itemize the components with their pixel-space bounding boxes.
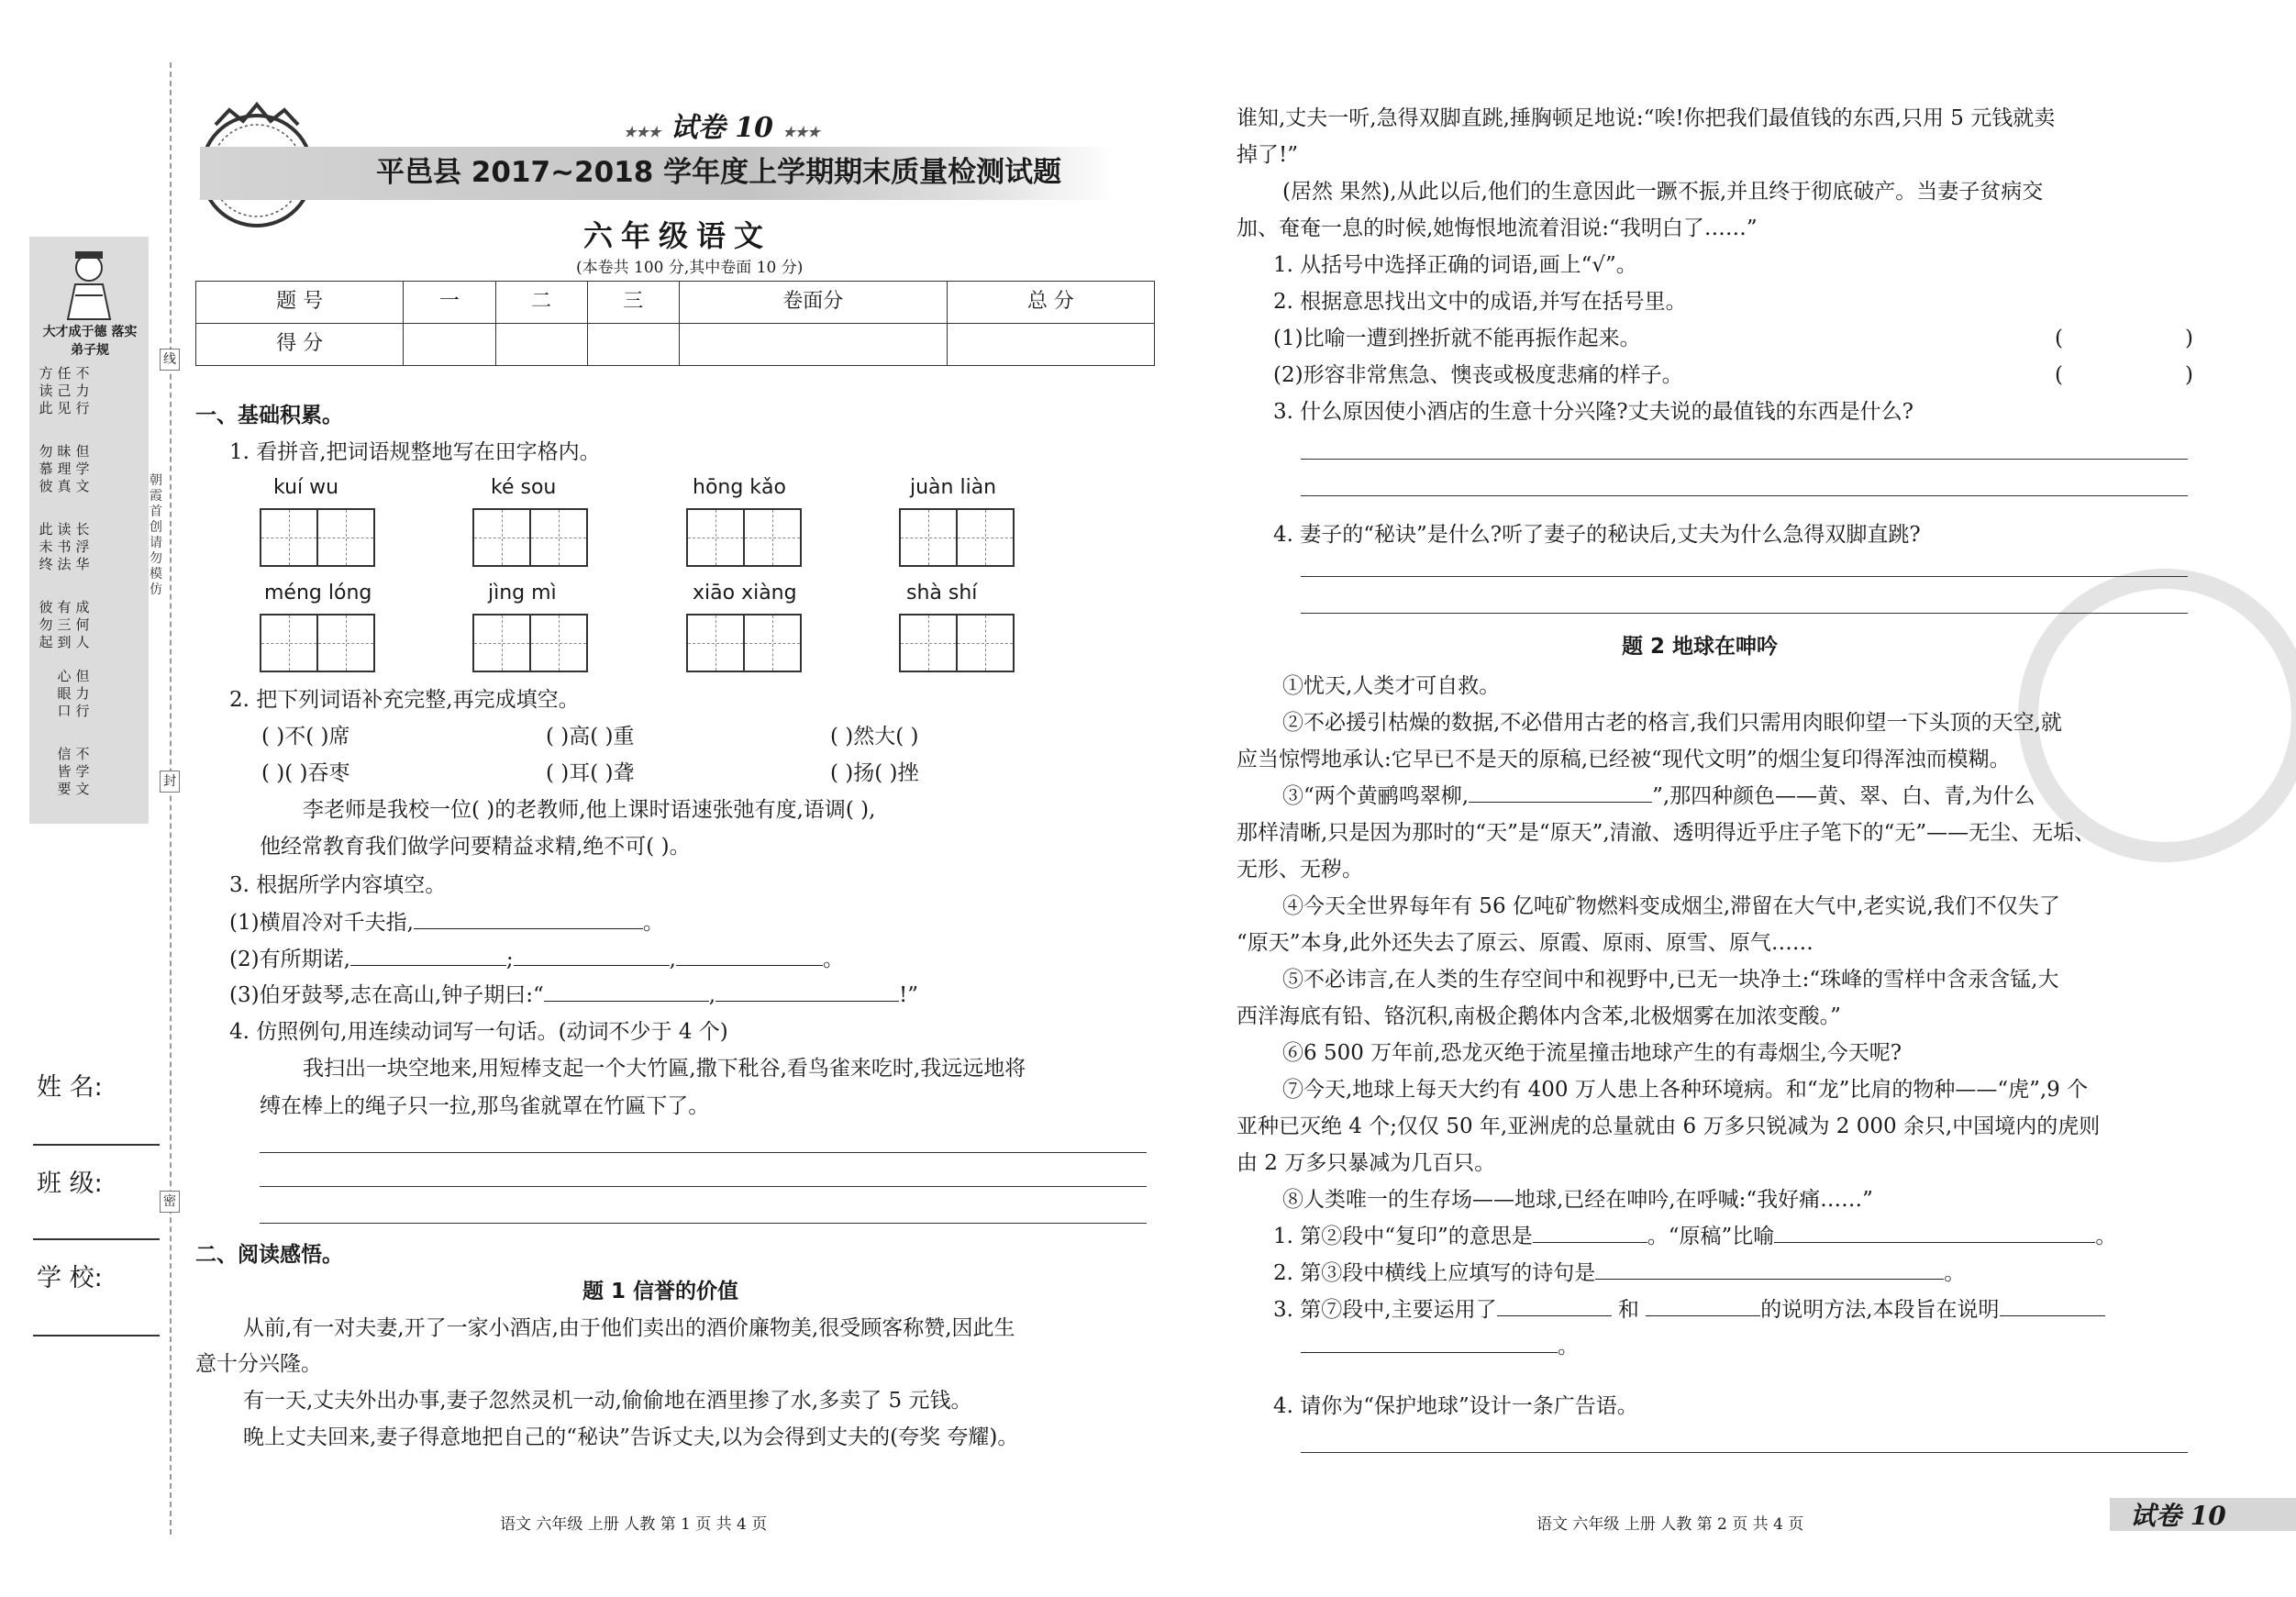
passage-text: ④今天全世界每年有 56 亿吨矿物燃料变成烟尘,滞留在大气中,老实说,我们不仅失了 xyxy=(1282,894,2060,918)
motto-col: 勿慕彼 xyxy=(39,443,53,494)
answer-blank[interactable] xyxy=(1533,1225,1647,1243)
passage-text: 有一天,丈夫外出办事,妻子忽然灵机一动,偷偷地在酒里掺了水,多卖了 5 元钱。 xyxy=(243,1389,972,1413)
passage-text: 意十分兴隆。 xyxy=(195,1352,322,1376)
answer-blank[interactable] xyxy=(1469,784,1652,803)
tianzige-grid[interactable] xyxy=(686,614,802,672)
poem-fill-2: (2)有所期诺, ; , 。 xyxy=(229,948,844,971)
answer-blank[interactable] xyxy=(514,948,670,966)
page-footer: 语文 六年级 上册 人教 第 2 页 共 4 页 xyxy=(1536,1515,1804,1534)
question: 3. 什么原因使小酒店的生意十分兴隆?丈夫说的最值钱的东西是什么? xyxy=(1273,400,1913,424)
answer-blank[interactable] xyxy=(1301,1335,1558,1353)
cut-label: 线 xyxy=(160,349,180,371)
idiom-fill[interactable]: ( )( )吞枣 xyxy=(261,761,350,785)
section-1-heading: 一、基础积累。 xyxy=(195,404,343,427)
passage-text: 晚上丈夫回来,妻子得意地把自己的“秘诀”告诉丈夫,以为会得到丈夫的(夸奖 夸耀)。 xyxy=(243,1425,1019,1449)
score-table xyxy=(195,281,1155,366)
motto-col: 成何人 xyxy=(75,599,90,650)
answer-line[interactable] xyxy=(1301,1452,2188,1453)
motto-col: 长浮华 xyxy=(75,521,90,572)
scholar-figure-icon xyxy=(57,248,121,321)
tianzige-grid[interactable] xyxy=(260,614,375,672)
passage-text: ③“两个黄鹂鸣翠柳, ”,那四种颜色——黄、翠、白、青,为什么 xyxy=(1282,784,2035,808)
question: 1. 第②段中“复印”的意思是 。“原稿”比喻 。 xyxy=(1273,1225,2117,1248)
score-input[interactable] xyxy=(495,324,587,366)
tianzige-grid[interactable] xyxy=(472,508,588,567)
motto-col: 但学文 xyxy=(75,443,90,494)
table-cell: 一 xyxy=(404,282,495,324)
motto-col: 不力行 xyxy=(75,365,90,416)
motto-col: 彼勿起 xyxy=(39,599,53,650)
answer-paren[interactable]: ( xyxy=(2055,327,2063,350)
table-cell: 得 分 xyxy=(196,324,404,366)
margin-strip xyxy=(29,237,149,824)
pinyin: ké sou xyxy=(491,476,557,499)
table-cell: 总 分 xyxy=(947,282,1154,324)
idiom-fill[interactable]: ( )然大( ) xyxy=(830,725,919,749)
answer-blank[interactable] xyxy=(2000,1298,2105,1316)
fill-paragraph: 李老师是我校一位( )的老教师,他上课时语速张弛有度,语调( ), xyxy=(303,798,876,822)
answer-blank[interactable] xyxy=(544,983,709,1002)
passage-text: 西洋海底有铅、铬沉积,南极企鹅体内含苯,北极烟雾在加浓变酸。” xyxy=(1237,1004,1841,1028)
question: 1. 从括号中选择正确的词语,画上“√”。 xyxy=(1273,253,1637,277)
answer-line[interactable] xyxy=(260,1152,1147,1153)
poem-fill-3: (3)伯牙鼓琴,志在高山,钟子期曰:“ , !” xyxy=(229,983,919,1007)
name-label: 姓 名: xyxy=(37,1073,103,1102)
answer-line[interactable] xyxy=(1301,613,2188,614)
question: 2. 根据意思找出文中的成语,并写在括号里。 xyxy=(1273,290,1687,314)
motto-col: 但力行 xyxy=(75,668,90,719)
subject-title: 六年级语文 xyxy=(583,218,772,253)
answer-line[interactable] xyxy=(1301,495,2188,496)
table-cell: 二 xyxy=(495,282,587,324)
motto-col: 此未终 xyxy=(39,521,53,572)
answer-paren: ) xyxy=(2185,327,2193,350)
motto-col: 昧理真 xyxy=(57,443,72,494)
passage-text: ①忧天,人类才可自救。 xyxy=(1282,674,1501,698)
passage-text: 谁知,丈夫一听,急得双脚直跳,捶胸顿足地说:“唉!你把我们最值钱的东西,只用 5 元钱就卖 xyxy=(1237,106,2056,130)
question-3: 3. 根据所学内容填空。 xyxy=(229,873,447,897)
score-input[interactable] xyxy=(404,324,495,366)
passage-text: ⑦今天,地球上每天大约有 400 万人患上各种环境病。和“龙”比肩的物种——“虎”,9 个 xyxy=(1282,1078,2089,1102)
poem-fill-1: (1)横眉冷对千夫指, 。 xyxy=(229,911,664,935)
question-1: 1. 看拼音,把词语规整地写在田字格内。 xyxy=(229,440,601,464)
answer-blank[interactable] xyxy=(350,948,506,966)
passage-text: 从前,有一对夫妻,开了一家小酒店,由于他们卖出的酒价廉物美,很受顾客称赞,因此生 xyxy=(243,1316,1015,1340)
question: 2. 第③段中横线上应填写的诗句是 。 xyxy=(1273,1261,1966,1285)
question-continuation: 。 xyxy=(1301,1335,1579,1360)
pinyin: méng lóng xyxy=(264,582,372,604)
example-sentence: 缚在棒上的绳子只一拉,那鸟雀就罩在竹匾下了。 xyxy=(260,1094,710,1118)
exam-title: 平邑县 2017~2018 学年度上学期期末质量检测试题 xyxy=(376,156,1062,189)
question: 4. 妻子的“秘诀”是什么?听了妻子的秘诀后,丈夫为什么急得双脚直跳? xyxy=(1273,523,1921,547)
passage-text: 亚种已灭绝 4 个;仅仅 50 年,亚洲虎的总量就由 6 万多只锐减为 2 000 余只,中国境内的虎则 xyxy=(1237,1115,2101,1138)
score-input[interactable] xyxy=(947,324,1154,366)
answer-blank[interactable] xyxy=(1646,1298,1760,1316)
tianzige-grid[interactable] xyxy=(686,508,802,567)
answer-blank[interactable] xyxy=(715,983,899,1002)
passage-text: ⑧人类唯一的生存场——地球,已经在呻吟,在呼喊:“我好痛……” xyxy=(1282,1188,1873,1212)
passage-text: ②不必援引枯燥的数据,不必借用古老的格言,我们只需用肉眼仰望一下头顶的天空,就 xyxy=(1282,711,2062,735)
table-cell: 卷面分 xyxy=(679,282,947,324)
motto-col: 不学文 xyxy=(75,746,90,797)
idiom-fill[interactable]: ( )耳( )聋 xyxy=(546,761,635,785)
pinyin: kuí wu xyxy=(273,476,339,499)
school-label: 学 校: xyxy=(37,1264,103,1292)
table-cell: 题 号 xyxy=(196,282,404,324)
example-sentence: 我扫出一块空地来,用短棒支起一个大竹匾,撒下秕谷,看鸟雀来吃时,我远远地将 xyxy=(303,1057,1026,1081)
idiom-fill[interactable]: ( )不( )席 xyxy=(261,725,350,749)
passage-text: 掉了!” xyxy=(1237,143,1299,167)
reading-2-title: 题 2 地球在呻吟 xyxy=(1622,635,1779,659)
score-input[interactable] xyxy=(587,324,679,366)
motto-col: 有三到 xyxy=(57,599,72,650)
idiom-fill[interactable]: ( )高( )重 xyxy=(546,725,635,749)
answer-line[interactable] xyxy=(1301,576,2188,577)
answer-blank[interactable] xyxy=(414,911,643,929)
passage-text: 应当惊愕地承认:它早已不是天的原稿,已经被“现代文明”的烟尘复印得浑浊而模糊。 xyxy=(1237,748,2011,771)
tianzige-grid[interactable] xyxy=(472,614,588,672)
tianzige-grid[interactable] xyxy=(899,508,1015,567)
fill-paragraph: 他经常教育我们做学问要精益求精,绝不可( )。 xyxy=(260,835,691,859)
cut-label: 封 xyxy=(160,771,180,793)
passage-text: 加、奄奄一息的时候,她悔恨地流着泪说:“我明白了……” xyxy=(1237,216,1758,240)
answer-paren[interactable]: ( xyxy=(2055,363,2063,387)
answer-paren: ) xyxy=(2185,363,2193,387)
exam-tag: ★★★ 试卷 10 ★★★ xyxy=(624,112,820,144)
cut-line xyxy=(170,62,172,1535)
motto-col: 任己见 xyxy=(57,365,72,416)
pinyin: shà shí xyxy=(906,582,978,604)
question-2: 2. 把下列词语补充完整,再完成填空。 xyxy=(229,688,580,712)
class-label: 班 级: xyxy=(37,1170,103,1198)
answer-blank[interactable] xyxy=(1497,1298,1612,1316)
tianzige-grid[interactable] xyxy=(260,508,375,567)
sub-question: (1)比喻一遭到挫折就不能再振作起来。 xyxy=(1273,327,1641,350)
answer-line[interactable] xyxy=(1301,459,2188,460)
page-footer: 语文 六年级 上册 人教 第 1 页 共 4 页 xyxy=(500,1515,768,1534)
question: 3. 第⑦段中,主要运用了 和 的说明方法,本段旨在说明 xyxy=(1273,1298,2105,1324)
motto: 大才成于德 落实弟子规 xyxy=(42,325,138,358)
pinyin: xiāo xiàng xyxy=(693,582,797,604)
passage-text: “原天”本身,此外还失去了原云、原霞、原雨、原雪、原气…… xyxy=(1237,931,1814,955)
answer-line[interactable] xyxy=(260,1186,1147,1187)
cut-label: 密 xyxy=(160,1191,180,1213)
answer-blank[interactable] xyxy=(1595,1261,1944,1280)
name-field[interactable] xyxy=(33,1144,160,1146)
footer-badge: 试卷 10 xyxy=(2130,1501,2226,1531)
passage-text: 由 2 万多只暴减为几百只。 xyxy=(1237,1151,1496,1175)
section-2-heading: 二、阅读感悟。 xyxy=(195,1243,343,1267)
copyright-note: 朝霞首创 请勿模仿 xyxy=(150,473,162,597)
passage-text: ⑤不必讳言,在人类的生存空间中和视野中,已无一块净土:“珠峰的雪样中含汞含锰,大 xyxy=(1282,968,2059,992)
tianzige-grid[interactable] xyxy=(899,614,1015,672)
motto-col: 心眼口 xyxy=(57,668,72,719)
sub-question: (2)形容非常焦急、懊丧或极度悲痛的样子。 xyxy=(1273,363,1683,387)
passage-text: 无形、无秽。 xyxy=(1237,858,1363,882)
question: 4. 请你为“保护地球”设计一条广告语。 xyxy=(1273,1394,1638,1418)
class-field[interactable] xyxy=(33,1238,160,1240)
passage-text: 那样清晰,只是因为那时的“天”是“原天”,清澈、透明得近乎庄子笔下的“无”——无尘、无垢、 xyxy=(1237,821,2096,845)
answer-blank[interactable] xyxy=(1774,1225,2095,1243)
motto-col: 信皆要 xyxy=(57,746,72,797)
table-cell: 三 xyxy=(587,282,679,324)
answer-line[interactable] xyxy=(260,1223,1147,1224)
answer-blank[interactable] xyxy=(676,948,823,966)
pinyin: juàn liàn xyxy=(910,476,997,499)
motto-col: 读书法 xyxy=(57,521,72,572)
question-4: 4. 仿照例句,用连续动词写一句话。(动词不少于 4 个) xyxy=(229,1020,728,1044)
motto-col: 方读此 xyxy=(39,365,53,416)
pinyin: hōng kǎo xyxy=(693,476,786,499)
passage-text: ⑥6 500 万年前,恐龙灭绝于流星撞击地球产生的有毒烟尘,今天呢? xyxy=(1282,1041,1902,1065)
passage-text: (居然 果然),从此以后,他们的生意因此一蹶不振,并且终于彻底破产。当妻子贫病交 xyxy=(1282,180,2044,204)
reading-1-title: 题 1 信誉的价值 xyxy=(582,1280,739,1303)
school-field[interactable] xyxy=(33,1335,160,1336)
score-input[interactable] xyxy=(679,324,947,366)
pinyin: jìng mì xyxy=(488,582,557,604)
idiom-fill[interactable]: ( )扬( )挫 xyxy=(830,761,919,785)
score-note: (本卷共 100 分,其中卷面 10 分) xyxy=(576,259,804,277)
